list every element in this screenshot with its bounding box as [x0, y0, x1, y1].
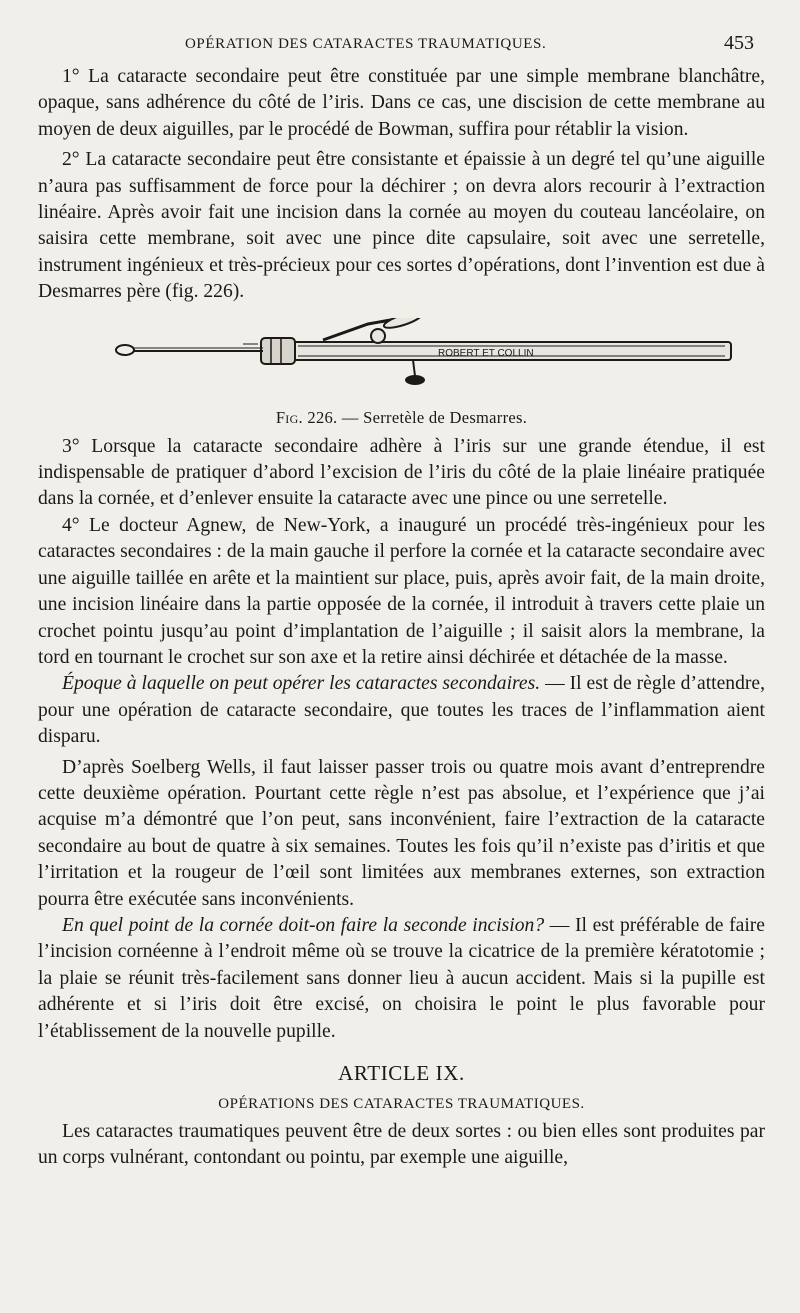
running-title: OPÉRATION DES CATARACTES TRAUMATIQUES. [185, 36, 547, 52]
paragraph-4: 4° Le docteur Agnew, de New-York, a inauguré un procédé très-ingénieux pour les cataractes secondaires : de la main gauche il perfore la cornée et la cataracte secondaire avec une aiguille taillée en arête et la maintient sur place, puis, après avoir fait, de la main droite, une incision linéaire dans la partie opposée de la cornée, il introduit à travers cette plaie un crochet pointu jusqu’au point d’implantation de l’aiguille ; il saisit alors la membrane, la tord en tournant le crochet sur son axe et la retire ainsi déchirée et détachée de la masse. [38, 514, 765, 668]
figure-caption [38, 405, 765, 431]
paragraph-1: 1° La cataracte secondaire peut être constituée par une simple membrane blanchâtre, opaque, sans adhérence du côté de l’iris. Dans ce cas, une discision de cette membrane au moyen de deux aiguilles, par le procédé de Bowman, suffira pour rétablir la vision. [38, 66, 765, 140]
paragraph-2: 2° La cataracte secondaire peut être consistante et épaissie à un degré tel qu’une aiguille n’aura pas suffisamment de force pour la déchirer ; on devra alors recourir à l’extraction linéaire. Après avoir fait une incision dans la cornée au moyen du couteau lancéolaire, on saisira cette membrane, soit avec une pince dite capsulaire, soit avec une serretelle, instrument ingénieux et très-précieux pour ces sortes d’opérations, dont l’invention est due à Desmarres père (fig. 226). [38, 149, 765, 303]
figure-caption-text: — Serretèle de Desmarres. [337, 407, 528, 427]
paragraph-5-text: — Il est de règle d’attendre, pour une opération de cataracte secondaire, que toutes les traces de l’inflammation aient disparu. [38, 673, 765, 748]
paragraph-5 [38, 671, 765, 750]
paragraph-5-heading: Époque à laquelle on peut opérer les cataractes secondaires. [62, 673, 541, 695]
serretelle-instrument-illustration [93, 318, 743, 398]
figure-226 [38, 310, 765, 434]
body-text [38, 64, 765, 1172]
maker-mark: ROBERT ET COLLIN [438, 347, 534, 359]
paragraph-7-text: — Il est préférable de faire l’incision cornéenne à l’endroit même où se trouve la cicatrice de la première kératotomie ; la plaie se réunit très-facilement sans donner lieu à aucun accident. Mais si la pupille est adhérente et si l’iris doit être excisé, on choisira le point le plus favorable pour l’établissement de la nouvelle pupille. [38, 914, 765, 1042]
figure-label: Fig. 226. [275, 407, 338, 427]
paragraph-7-heading: En quel point de la cornée doit-on faire la seconde incision? [62, 914, 545, 936]
paragraph-8: Les cataractes traumatiques peuvent être de deux sortes : ou bien elles sont produites par un corps vulnérant, contondant ou pointu, par exemple une aiguille, [38, 1121, 765, 1169]
paragraph-7 [38, 913, 765, 1045]
paragraph-3: 3° Lorsque la cataracte secondaire adhère à l’iris sur une grande étendue, il est indispensable de pratiquer d’abord l’excision de l’iris du côté de la plaie linéaire pratiquée dans la cornée, et d’enlever ensuite la cataracte avec une pince ou une serretelle. [38, 435, 765, 510]
article-subtitle: OPÉRATIONS DES CATARACTES TRAUMATIQUES. [218, 1096, 585, 1112]
paragraph-6: D’après Soelberg Wells, il faut laisser passer trois ou quatre mois avant d’entreprendre cette deuxième opération. Pourtant cette règle n’est pas absolue, et l’expérience que j’ai acquise m’a démontré que l’on peut, sans inconvénient, faire l’extraction de la cataracte secondaire au bout de quatre à six semaines. Toutes les fois qu’il n’existe pas d’iritis et que l’irritation et la rougeur de l’œil sont limitées aux membranes externes, son extraction pourra être exécutée sans inconvénients. [38, 756, 765, 910]
page-number: 453 [724, 32, 754, 54]
article-title: ARTICLE IX. [338, 1061, 465, 1085]
page-header [60, 32, 770, 62]
